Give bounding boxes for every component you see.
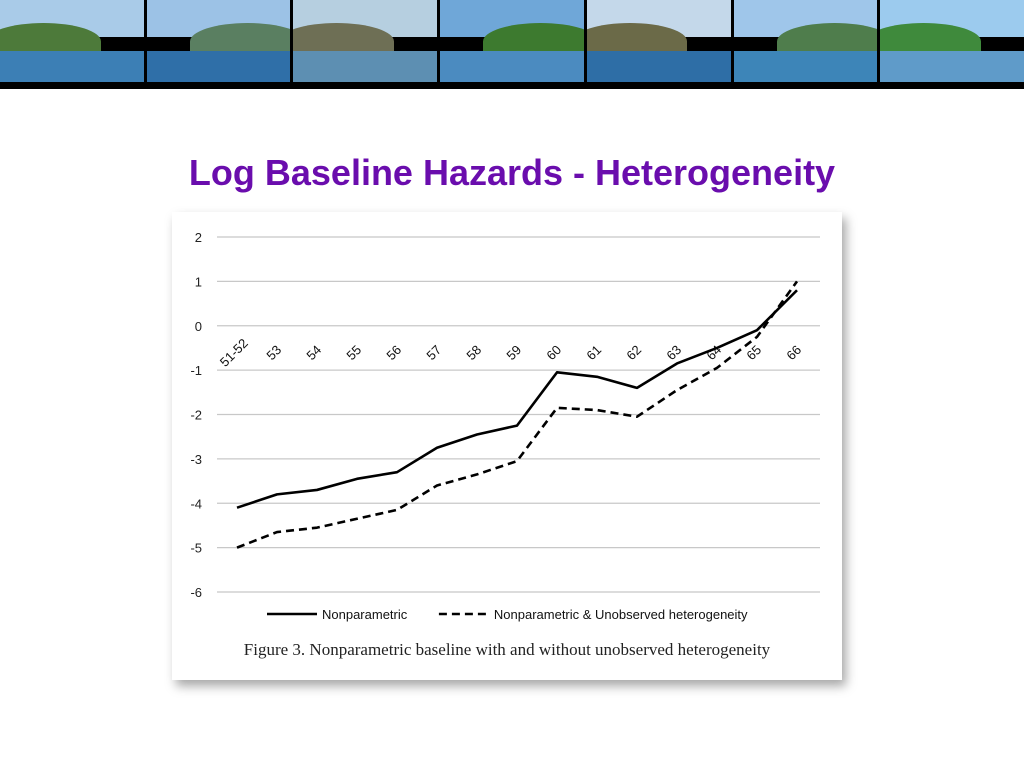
y-tick-label: -4 [190, 496, 202, 512]
y-tick-label: -1 [190, 363, 202, 379]
x-category-label: 54 [303, 342, 325, 363]
y-tick-label: 2 [194, 230, 202, 245]
x-category-label: 51-52 [216, 335, 251, 370]
x-category-label: 59 [503, 342, 525, 363]
figure-caption: Figure 3. Nonparametric baseline with and without unobserved heterogeneity [243, 640, 771, 659]
line-chart [172, 212, 842, 632]
x-category-label: 53 [263, 342, 285, 363]
banner-photo [147, 0, 291, 82]
slide-title: Log Baseline Hazards - Heterogeneity [188, 152, 836, 193]
banner-photo [880, 0, 1024, 82]
banner-photo [734, 0, 878, 82]
x-category-label: 57 [423, 342, 445, 363]
x-category-label: 63 [663, 342, 685, 363]
banner-photo [587, 0, 731, 82]
legend-label: Nonparametric [322, 607, 408, 622]
legend-label: Nonparametric & Unobserved heterogeneity [493, 607, 748, 622]
x-category-label: 65 [743, 342, 765, 363]
y-tick-label: -5 [190, 540, 202, 556]
photo-banner [0, 0, 1024, 82]
x-category-label: 62 [623, 342, 645, 363]
banner-photo [0, 0, 144, 82]
x-category-label: 64 [703, 342, 725, 363]
banner-photo [440, 0, 584, 82]
banner-photo [293, 0, 437, 82]
y-tick-label: 1 [194, 274, 202, 290]
y-tick-label: -2 [190, 407, 202, 423]
series-line-nonparametric [237, 290, 797, 507]
banner-divider [0, 82, 1024, 89]
x-category-label: 61 [583, 342, 605, 363]
figure-card [172, 212, 842, 680]
x-category-label: 56 [383, 342, 405, 363]
x-category-label: 60 [543, 342, 565, 363]
y-tick-label: -6 [190, 585, 202, 600]
x-category-label: 55 [343, 342, 365, 363]
y-tick-label: 0 [194, 318, 202, 334]
x-category-label: 66 [783, 342, 805, 363]
x-category-label: 58 [463, 342, 485, 363]
y-tick-label: -3 [190, 451, 202, 467]
